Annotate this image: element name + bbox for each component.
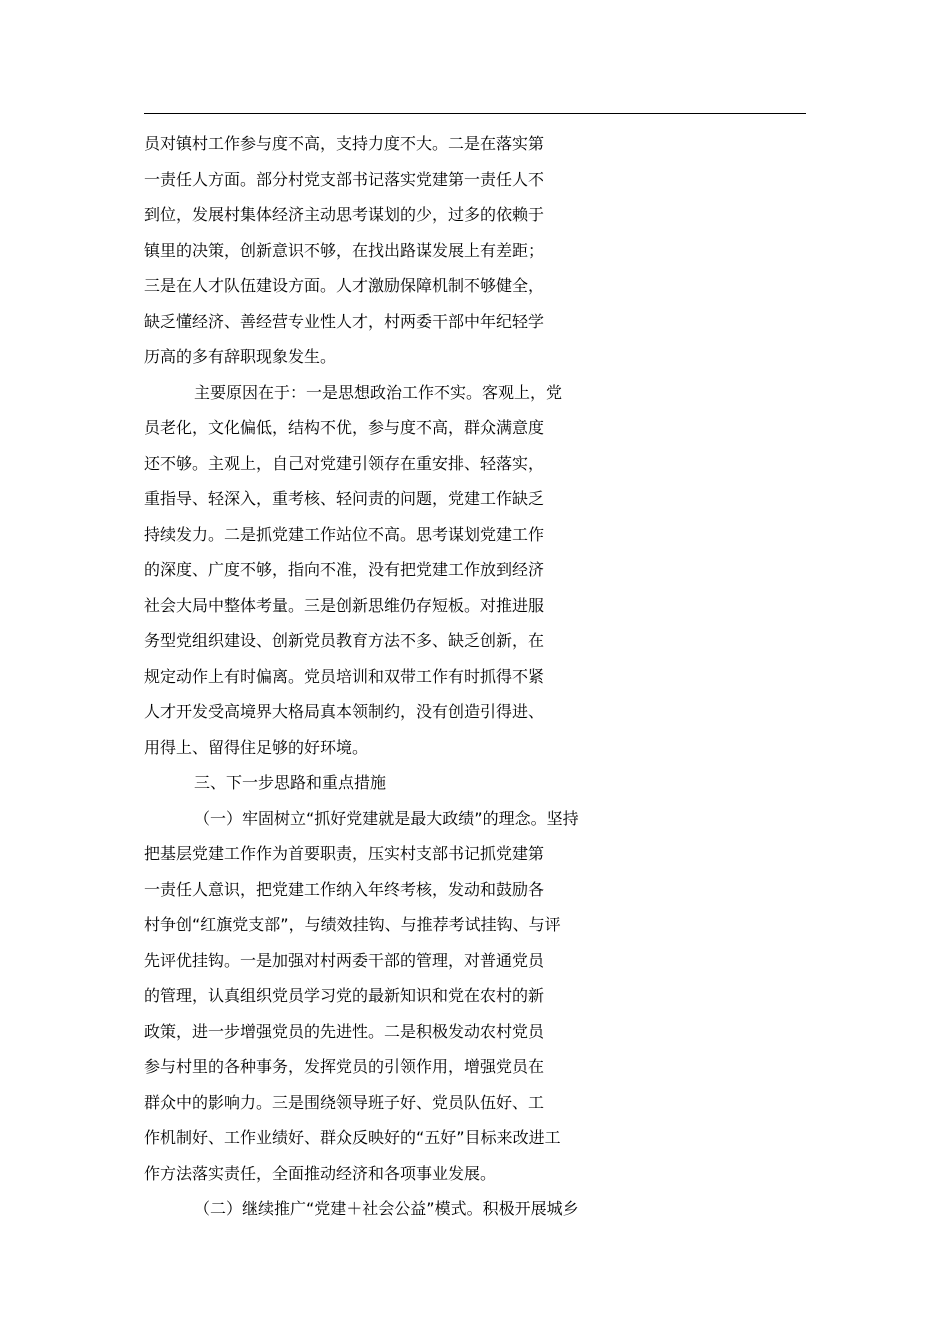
text-line: 重指导、轻深入，重考核、轻问责的问题，党建工作缺乏 (144, 489, 545, 508)
text-line: （一）牢固树立“抓好党建就是最大政绩”的理念。坚持 (194, 808, 579, 828)
text-line: 主要原因在于：一是思想政治工作不实。客观上，党 (194, 382, 563, 402)
text-line: 一责任人方面。部分村党支部书记落实党建第一责任人不 (144, 169, 545, 189)
text-line: 社会大局中整体考量。三是创新思维仍存短板。对推进服 (144, 595, 545, 615)
text-line: 持续发力。二是抓党建工作站位不高。思考谋划党建工作 (144, 524, 545, 544)
text-line: 人才开发受高境界大格局真本领制约，没有创造引得进、 (144, 702, 545, 721)
text-line: 政策，进一步增强党员的先进性。二是积极发动农村党员 (144, 1021, 545, 1041)
text-line: 把基层党建工作作为首要职责，压实村支部书记抓党建第 (144, 844, 545, 863)
text-line: 的管理，认真组织党员学习党的最新知识和党在农村的新 (144, 986, 545, 1005)
text-line: 的深度、广度不够，指向不准，没有把党建工作放到经济 (144, 560, 545, 579)
text-line: （二）继续推广“党建＋社会公益”模式。积极开展城乡 (194, 1199, 579, 1218)
text-line: 镇里的决策，创新意识不够，在找出路谋发展上有差距； (144, 240, 545, 260)
text-line: 群众中的影响力。三是围绕领导班子好、党员队伍好、工 (144, 1092, 545, 1112)
text-line: 用得上、留得住足够的好环境。 (144, 737, 369, 757)
text-line: 规定动作上有时偏离。党员培训和双带工作有时抓得不紧 (144, 666, 545, 686)
body-text (144, 126, 809, 1227)
text-line: 作机制好、工作业绩好、群众反映好的“五好”目标来改进工 (144, 1128, 561, 1147)
text-line: 到位，发展村集体经济主动思考谋划的少，过多的依赖于 (144, 205, 545, 224)
text-line: 历高的多有辞职现象发生。 (144, 347, 337, 366)
text-line: 作方法落实责任，全面推动经济和各项事业发展。 (144, 1163, 497, 1183)
text-line: 村争创“红旗党支部”，与绩效挂钩、与推荐考试挂钩、与评 (144, 915, 561, 934)
text-line: 员对镇村工作参与度不高，支持力度不大。二是在落实第 (144, 134, 545, 153)
text-line: 缺乏懂经济、善经营专业性人才，村两委干部中年纪轻学 (144, 311, 545, 331)
text-line: 参与村里的各种事务，发挥党员的引领作用，增强党员在 (144, 1057, 545, 1076)
text-line: 还不够。主观上，自己对党建引领存在重安排、轻落实， (144, 453, 545, 473)
text-line: 一责任人意识，把党建工作纳入年终考核，发动和鼓励各 (144, 879, 545, 899)
text-line: 务型党组织建设、创新党员教育方法不多、缺乏创新，在 (144, 631, 545, 650)
text-line: 三、下一步思路和重点措施 (194, 773, 387, 792)
header-rule (144, 113, 806, 114)
text-line: 员老化，文化偏低，结构不优，参与度不高，群众满意度 (144, 418, 545, 437)
text-line: 先评优挂钩。一是加强对村两委干部的管理，对普通党员 (144, 950, 545, 970)
text-line: 三是在人才队伍建设方面。人才激励保障机制不够健全， (144, 276, 545, 295)
